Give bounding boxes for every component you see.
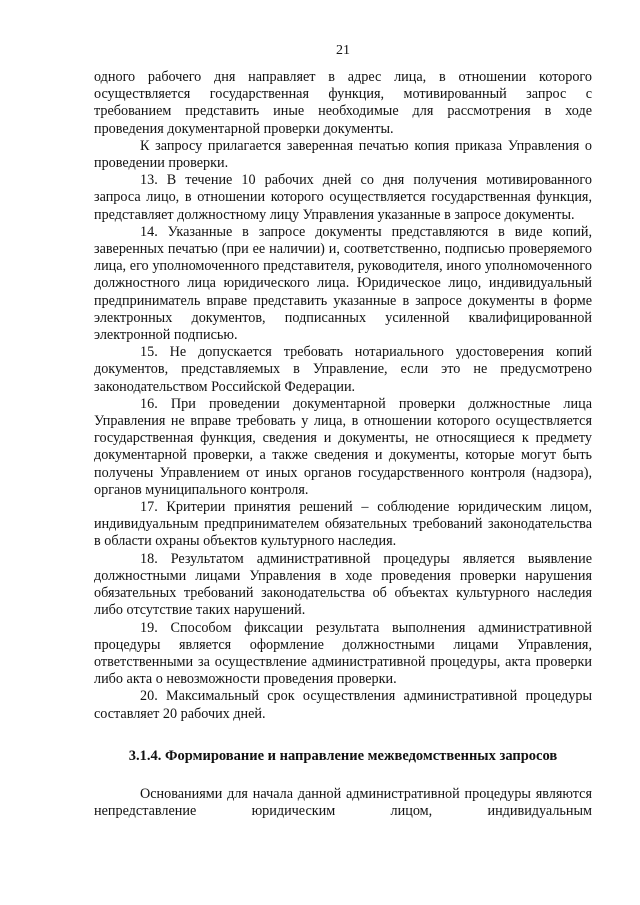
paragraph-request-attachment: К запросу прилагается заверенная печатью копия приказа Управления о проведении проверки. <box>94 137 592 172</box>
paragraph-item-20: 20. Максимальный срок осуществления административной процедуры составляет 20 рабочих дней. <box>94 688 592 722</box>
paragraph-item-13: 13. В течение 10 рабочих дней со дня получения мотивированного запроса лицо, в отношении которого осуществляется государственная функция, представляет должностному лицу Управления указанные в запросе документы. <box>94 172 592 223</box>
paragraph-item-15: 15. Не допускается требовать нотариального удостоверения копий документов, представляемых в Управление, если это не предусмотрено законодательством Российской Федерации. <box>94 344 592 395</box>
paragraph-continuation: одного рабочего дня направляет в адрес лица, в отношении которого осуществляется государственная функция, мотивированный запрос с требованием представить иные необходимые для рассмотрения в ходе проведения документарной проверки документы. <box>94 69 592 137</box>
paragraph-item-17: 17. Критерии принятия решений – соблюдение юридическим лицом, индивидуальным предпринимателем обязательных требований законодательства в области охраны объектов культурного наследия. <box>94 499 592 550</box>
section-heading: 3.1.4. Формирование и направление межведомственных запросов <box>128 747 558 764</box>
paragraph-section-start: Основаниями для начала данной административной процедуры являются непредставление юридическим лицом, индивидуальным <box>94 785 592 819</box>
page-number: 21 <box>336 43 350 58</box>
paragraph-item-16: 16. При проведении документарной проверки должностные лица Управления не вправе требовать у лица, в отношении которого осуществляется государственная функция, сведения и документы, не относящиеся к предмету документарной проверки, а также сведения и документы, которые могут быть получены Управлением от иных органов государственного контроля (надзора), органов муниципального контроля. <box>94 395 592 498</box>
paragraph-item-19: 19. Способом фиксации результата выполнения административной процедуры является оформление должностными лицами Управления, ответственными за осуществление административной процедуры, акта проверки либо акта о невозможности проведения проверки. <box>94 619 592 688</box>
paragraph-item-18: 18. Результатом административной процедуры является выявление должностными лицами Управления в ходе проведения проверки нарушения обязательных требований законодательства об объектах культурного наследия либо отсутствие таких нарушений. <box>94 550 592 619</box>
document-page <box>94 42 592 820</box>
paragraph-item-14: 14. Указанные в запросе документы представляются в виде копий, заверенных печатью (при ее наличии) и, соответственно, подписью проверяемого лица, его уполномоченного представителя, руководителя, иного уполномоченного должностного лица юридического лица. Юридическое лицо, индивидуальный предприниматель вправе представить указанные в запросе документы в форме электронных документов, подписанных усиленной квалифицированной электронной подписью. <box>94 223 592 344</box>
